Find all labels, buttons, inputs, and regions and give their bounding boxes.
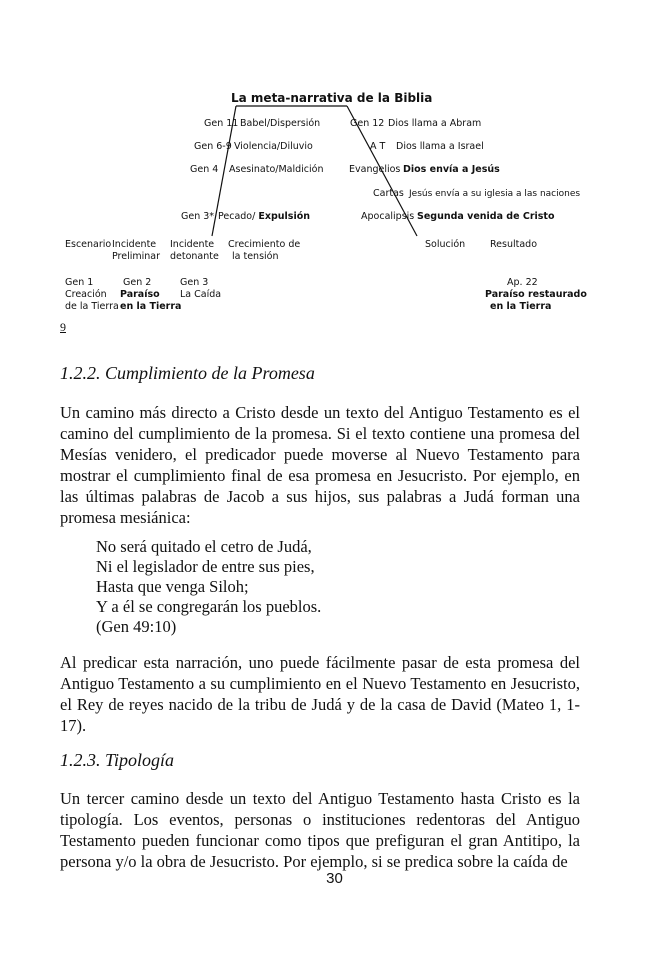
left-row-text-3: Asesinato/Maldición	[229, 164, 324, 175]
left-row-text-4	[218, 211, 310, 223]
right-row-text-4: Jesús envía a su iglesia a las naciones	[409, 189, 581, 199]
ref-ap-c: en la Tierra	[490, 301, 552, 312]
footnote-mark: 9	[60, 320, 66, 334]
right-row-ref-1: Gen 12	[350, 118, 385, 129]
left-row-text-1: Babel/Dispersión	[240, 118, 321, 129]
diagram-title: La meta-narrativa de la Biblia	[231, 91, 433, 105]
ref-gen2-a: Gen 2	[123, 277, 152, 288]
stage-incidente-1: Incidente	[112, 239, 157, 250]
section-123-paragraph-1: Un tercer camino desde un texto del Antiguo Testamento hasta Cristo es la tipología. Los eventos, personas o instituciones redentoras del Antiguo Testamento pueden funcionar como tipos que prefiguran el gran Antitipo, la persona y/o la obra de Jesucristo. Por ejemplo, si se predica sobre la caída de	[60, 789, 580, 871]
stage-escenario: Escenario	[65, 239, 112, 250]
stage-crecimiento-2: la tensión	[232, 251, 279, 262]
quote-line-2: Ni el legislador de entre sus pies,	[96, 557, 315, 576]
ref-gen1-a: Gen 1	[65, 277, 94, 288]
quote-line-1: No será quitado el cetro de Judá,	[96, 537, 312, 556]
left-row-text-4-bold: Expulsión	[258, 211, 310, 222]
ref-gen1-b: Creación	[65, 289, 107, 300]
section-heading-122: 1.2.2. Cumplimiento de la Promesa	[60, 363, 315, 383]
right-row-text-5: Segunda venida de Cristo	[417, 211, 555, 222]
section-heading-123: 1.2.3. Tipología	[60, 750, 175, 770]
left-row-ref-1: Gen 11	[204, 118, 239, 129]
ref-gen3-b: La Caída	[180, 289, 222, 300]
quote-line-3: Hasta que venga Siloh;	[96, 577, 249, 596]
ref-ap-b: Paraíso restaurado	[485, 289, 587, 300]
quote-citation: (Gen 49:10)	[96, 617, 177, 636]
ref-gen2-b: Paraíso	[120, 289, 160, 300]
stage-solucion: Solución	[425, 239, 466, 250]
ref-ap-a: Ap. 22	[507, 277, 538, 288]
stage-crecimiento-1: Crecimiento de	[228, 239, 301, 250]
stage-incidente-2: Preliminar	[112, 251, 161, 262]
stage-detonante-1: Incidente	[170, 239, 215, 250]
ref-gen3-a: Gen 3	[180, 277, 209, 288]
stage-detonante-2: detonante	[170, 251, 219, 262]
left-row-text-4-plain: Pecado/	[218, 211, 256, 222]
quote-line-4: Y a él se congregarán los pueblos.	[96, 597, 322, 616]
left-row-text-2: Violencia/Diluvio	[234, 141, 313, 152]
right-row-text-3: Dios envía a Jesús	[403, 164, 500, 175]
section-122-paragraph-2: Al predicar esta narración, uno puede fácilmente pasar de esta promesa del Antiguo Testamento a su cumplimiento en el Nuevo Testamento en Jesucristo, el Rey de reyes nacido de la tribu de Judá y de la casa de David (Mateo 1, 1-17).	[60, 653, 580, 735]
diagram-lines	[0, 0, 669, 330]
right-row-ref-2: A T	[370, 141, 386, 152]
ref-gen1-c: de la Tierra	[65, 301, 119, 312]
left-row-ref-3: Gen 4	[190, 164, 219, 175]
right-row-ref-3: Evangelios	[349, 164, 401, 175]
left-row-ref-2: Gen 6-9	[194, 141, 232, 152]
stage-resultado: Resultado	[490, 239, 538, 250]
right-row-text-2: Dios llama a Israel	[396, 141, 484, 152]
left-row-ref-4: Gen 3*	[181, 211, 215, 222]
right-row-text-1: Dios llama a Abram	[388, 118, 482, 129]
right-row-ref-5: Apocalipsis	[361, 211, 415, 222]
meta-narrative-diagram	[0, 0, 669, 334]
right-row-ref-4: Cartas	[373, 188, 404, 199]
page-number: 30	[326, 870, 343, 887]
ref-gen2-c: en la Tierra	[120, 301, 182, 312]
section-122-paragraph-1: Un camino más directo a Cristo desde un texto del Antiguo Testamento es el camino del cumplimiento de la promesa. Si el texto contiene una promesa del Mesías venidero, el predicador puede moverse al Nuevo Testamento para mostrar el cumplimiento final de esa promesa en Jesucristo. Por ejemplo, en las últimas palabras de Jacob a sus hijos, sus palabras a Judá forman una promesa mesiánica:	[60, 403, 580, 527]
